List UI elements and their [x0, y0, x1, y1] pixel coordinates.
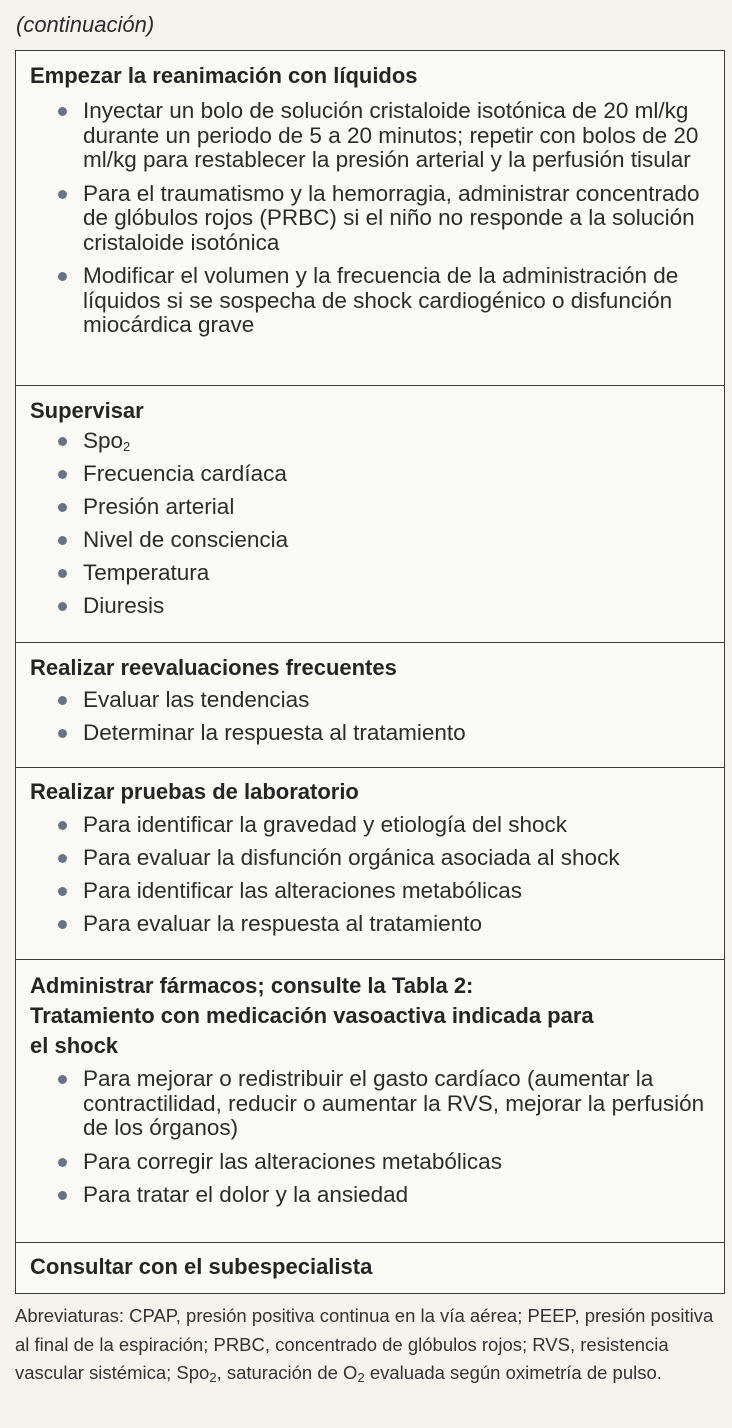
list-item — [16, 594, 724, 618]
bullet-icon — [58, 503, 67, 512]
list-item-text: Temperatura — [83, 560, 210, 585]
list-item-text: Nivel de consciencia — [83, 527, 289, 552]
section-title: Realizar reevaluaciones frecuentes — [30, 655, 397, 680]
subscript: 2 — [123, 439, 131, 454]
list-item — [16, 912, 724, 936]
bullet-icon — [58, 920, 67, 929]
list-item — [16, 495, 724, 519]
list-item-text: Para identificar las alteraciones metabólicas — [83, 878, 522, 903]
list-item — [16, 528, 724, 552]
subscript: 2 — [357, 1370, 365, 1385]
bullet-icon — [58, 190, 67, 199]
bullet-icon — [58, 602, 67, 611]
list-item — [16, 1067, 724, 1141]
list-item-text: Spo — [83, 428, 124, 453]
section-drugs — [16, 959, 724, 1242]
list-item-text: Modificar el volumen y la frecuencia de la administración de líquidos si se sospecha de shock cardiogénico o disfunción miocárdica grave — [83, 263, 679, 337]
bullet-icon — [58, 887, 67, 896]
section-monitor — [16, 385, 724, 642]
list-item-text: Presión arterial — [83, 494, 235, 519]
treatment-table — [15, 50, 725, 1294]
bullet-icon — [58, 854, 67, 863]
section-title: Empezar la reanimación con líquidos — [30, 63, 418, 88]
bullet-list — [16, 99, 724, 338]
bullet-list — [16, 813, 724, 936]
list-item — [16, 879, 724, 903]
bullet-icon — [58, 437, 67, 446]
list-item — [16, 1150, 724, 1175]
list-item-text: Evaluar las tendencias — [83, 687, 310, 712]
bullet-icon — [58, 729, 67, 738]
list-item — [16, 182, 724, 256]
section-title: Supervisar — [30, 398, 144, 423]
bullet-icon — [58, 470, 67, 479]
bullet-icon — [58, 1075, 67, 1084]
list-item — [16, 561, 724, 585]
section-consult — [16, 1242, 724, 1293]
list-item-text: Inyectar un bolo de solución cristaloide isotónica de 20 ml/kg durante un periodo de 5 a 20 minutos; repetir con bolos de 20 ml/kg para restablecer la presión arterial y la perfusión tisular — [83, 98, 699, 172]
list-item-text: Para corregir las alteraciones metabólicas — [83, 1148, 502, 1174]
bullet-list — [16, 429, 724, 618]
list-item — [16, 846, 724, 870]
bullet-icon — [58, 272, 67, 281]
list-item — [16, 99, 724, 173]
bullet-list — [16, 688, 724, 745]
footnote-text: Abreviaturas: CPAP, presión positiva continua en la vía aérea; PEEP, presión positiva al final de la espiración; PRBC, concentrado de glóbulos rojos; RVS, resistencia vascular sistémica; Spo — [15, 1305, 714, 1383]
list-item-text: Para evaluar la respuesta al tratamiento — [83, 911, 482, 936]
list-item-text: Diuresis — [83, 593, 165, 618]
list-item-text: Para tratar el dolor y la ansiedad — [83, 1182, 409, 1207]
bullet-icon — [58, 536, 67, 545]
section-title: Consultar con el subespecialista — [30, 1254, 373, 1279]
bullet-icon — [58, 107, 67, 116]
list-item — [16, 462, 724, 486]
bullet-list — [16, 1067, 724, 1208]
section-fluid-resuscitation — [16, 51, 724, 385]
list-item — [16, 688, 724, 712]
list-item — [16, 1183, 724, 1208]
bullet-icon — [58, 1158, 67, 1167]
section-title: Realizar pruebas de laboratorio — [30, 779, 359, 804]
footnote-text: , saturación de O — [216, 1362, 358, 1383]
bullet-icon — [58, 696, 67, 705]
bullet-icon — [58, 569, 67, 578]
list-item — [16, 429, 724, 453]
list-item-text: Para identificar la gravedad y etiología del shock — [83, 812, 568, 837]
list-item — [16, 264, 724, 338]
list-item — [16, 721, 724, 745]
list-item-text: Determinar la respuesta al tratamiento — [83, 720, 466, 745]
list-item-text: Frecuencia cardíaca — [83, 461, 287, 486]
section-reevaluations — [16, 642, 724, 767]
bullet-icon — [58, 1191, 67, 1200]
abbreviations-footnote — [15, 1302, 715, 1388]
continuation-label: (continuación) — [16, 12, 155, 37]
list-item-text: Para evaluar la disfunción orgánica asociada al shock — [83, 845, 620, 870]
list-item — [16, 813, 724, 837]
section-title: Administrar fármacos; consulte la Tabla 2: Tratamiento con medicación vasoactiva indicada para el shock — [30, 973, 594, 1058]
bullet-icon — [58, 821, 67, 830]
footnote-text: evaluada según oximetría de pulso. — [364, 1362, 662, 1383]
list-item-text: Para el traumatismo y la hemorragia, administrar concentrado de glóbulos rojos (PRBC) si el niño no responde a la solución cristaloide isotónica — [83, 180, 700, 255]
section-lab-tests — [16, 767, 724, 959]
subscript: 2 — [209, 1370, 217, 1385]
list-item-text: Para mejorar o redistribuir el gasto cardíaco (aumentar la contractilidad, reducir o aumentar la RVS, mejorar la perfusión de los órganos) — [83, 1066, 705, 1140]
